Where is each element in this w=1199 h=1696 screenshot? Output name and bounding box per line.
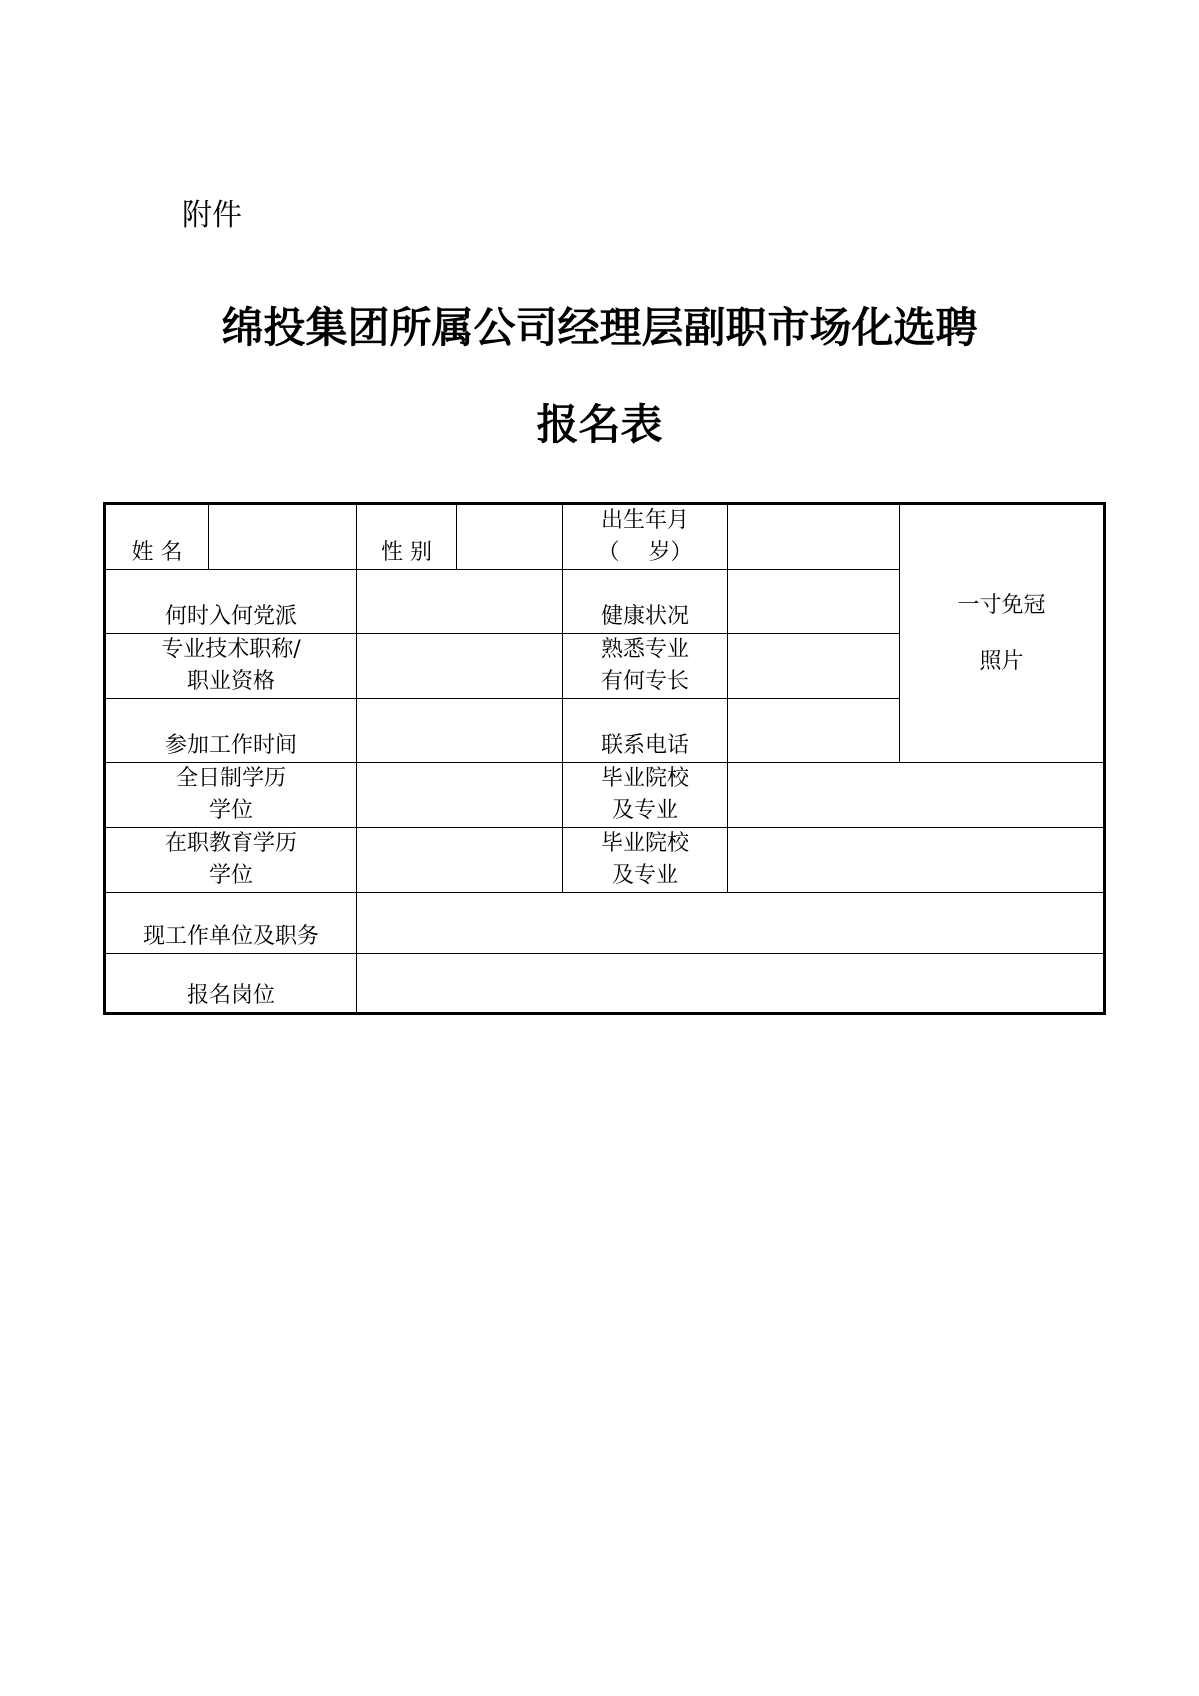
inservice-education-label-line1: 在职教育学历 — [164, 831, 297, 856]
form-title: 绵投集团所属公司经理层副职市场化选聘 — [221, 303, 978, 352]
attachment-label: 附件 — [182, 198, 242, 233]
expertise-field[interactable] — [728, 634, 900, 699]
name-field[interactable] — [209, 504, 357, 570]
photo-label-line1: 一寸免冠 — [957, 592, 1046, 618]
fulltime-school-label-line2: 及专业 — [611, 798, 678, 823]
expertise-label-line1: 熟悉专业 — [600, 637, 689, 662]
form-subtitle: 报名表 — [536, 400, 663, 449]
party-field[interactable] — [357, 570, 563, 634]
professional-title-label-line2: 职业资格 — [186, 669, 275, 694]
professional-title-label — [105, 634, 357, 699]
applied-post-field[interactable] — [357, 954, 1105, 1014]
inservice-school-label — [563, 828, 728, 893]
fulltime-school-label — [563, 763, 728, 828]
phone-label: 联系电话 — [563, 699, 728, 763]
party-label: 何时入何党派 — [105, 570, 357, 634]
fulltime-school-field[interactable] — [728, 763, 1105, 828]
fulltime-education-label — [105, 763, 357, 828]
inservice-education-field[interactable] — [357, 828, 563, 893]
work-start-field[interactable] — [357, 699, 563, 763]
fulltime-school-label-line1: 毕业院校 — [600, 766, 689, 791]
registration-form-table — [103, 502, 1106, 1015]
health-field[interactable] — [728, 570, 900, 634]
expertise-label-line2: 有何专长 — [600, 669, 689, 694]
birth-field[interactable] — [728, 504, 900, 570]
birth-label-line1: 出生年月 — [600, 508, 689, 533]
professional-title-label-line1: 专业技术职称/ — [161, 637, 301, 662]
gender-label: 性 别 — [357, 504, 457, 570]
birth-label-line2: （ 岁） — [597, 540, 693, 565]
inservice-school-label-line2: 及专业 — [611, 863, 678, 888]
fulltime-education-label-line1: 全日制学历 — [175, 766, 286, 791]
current-job-field[interactable] — [357, 893, 1105, 954]
photo-area[interactable] — [900, 504, 1105, 763]
fulltime-education-label-line2: 学位 — [208, 798, 253, 823]
phone-field[interactable] — [728, 699, 900, 763]
gender-field[interactable] — [457, 504, 563, 570]
photo-label-line2: 照片 — [979, 648, 1024, 674]
professional-title-field[interactable] — [357, 634, 563, 699]
fulltime-education-field[interactable] — [357, 763, 563, 828]
inservice-education-label — [105, 828, 357, 893]
inservice-school-field[interactable] — [728, 828, 1105, 893]
current-job-label: 现工作单位及职务 — [105, 893, 357, 954]
work-start-label: 参加工作时间 — [105, 699, 357, 763]
applied-post-label: 报名岗位 — [105, 954, 357, 1014]
inservice-school-label-line1: 毕业院校 — [600, 831, 689, 856]
inservice-education-label-line2: 学位 — [208, 863, 253, 888]
birth-label — [563, 504, 728, 570]
expertise-label — [563, 634, 728, 699]
health-label: 健康状况 — [563, 570, 728, 634]
name-label: 姓 名 — [105, 504, 209, 570]
